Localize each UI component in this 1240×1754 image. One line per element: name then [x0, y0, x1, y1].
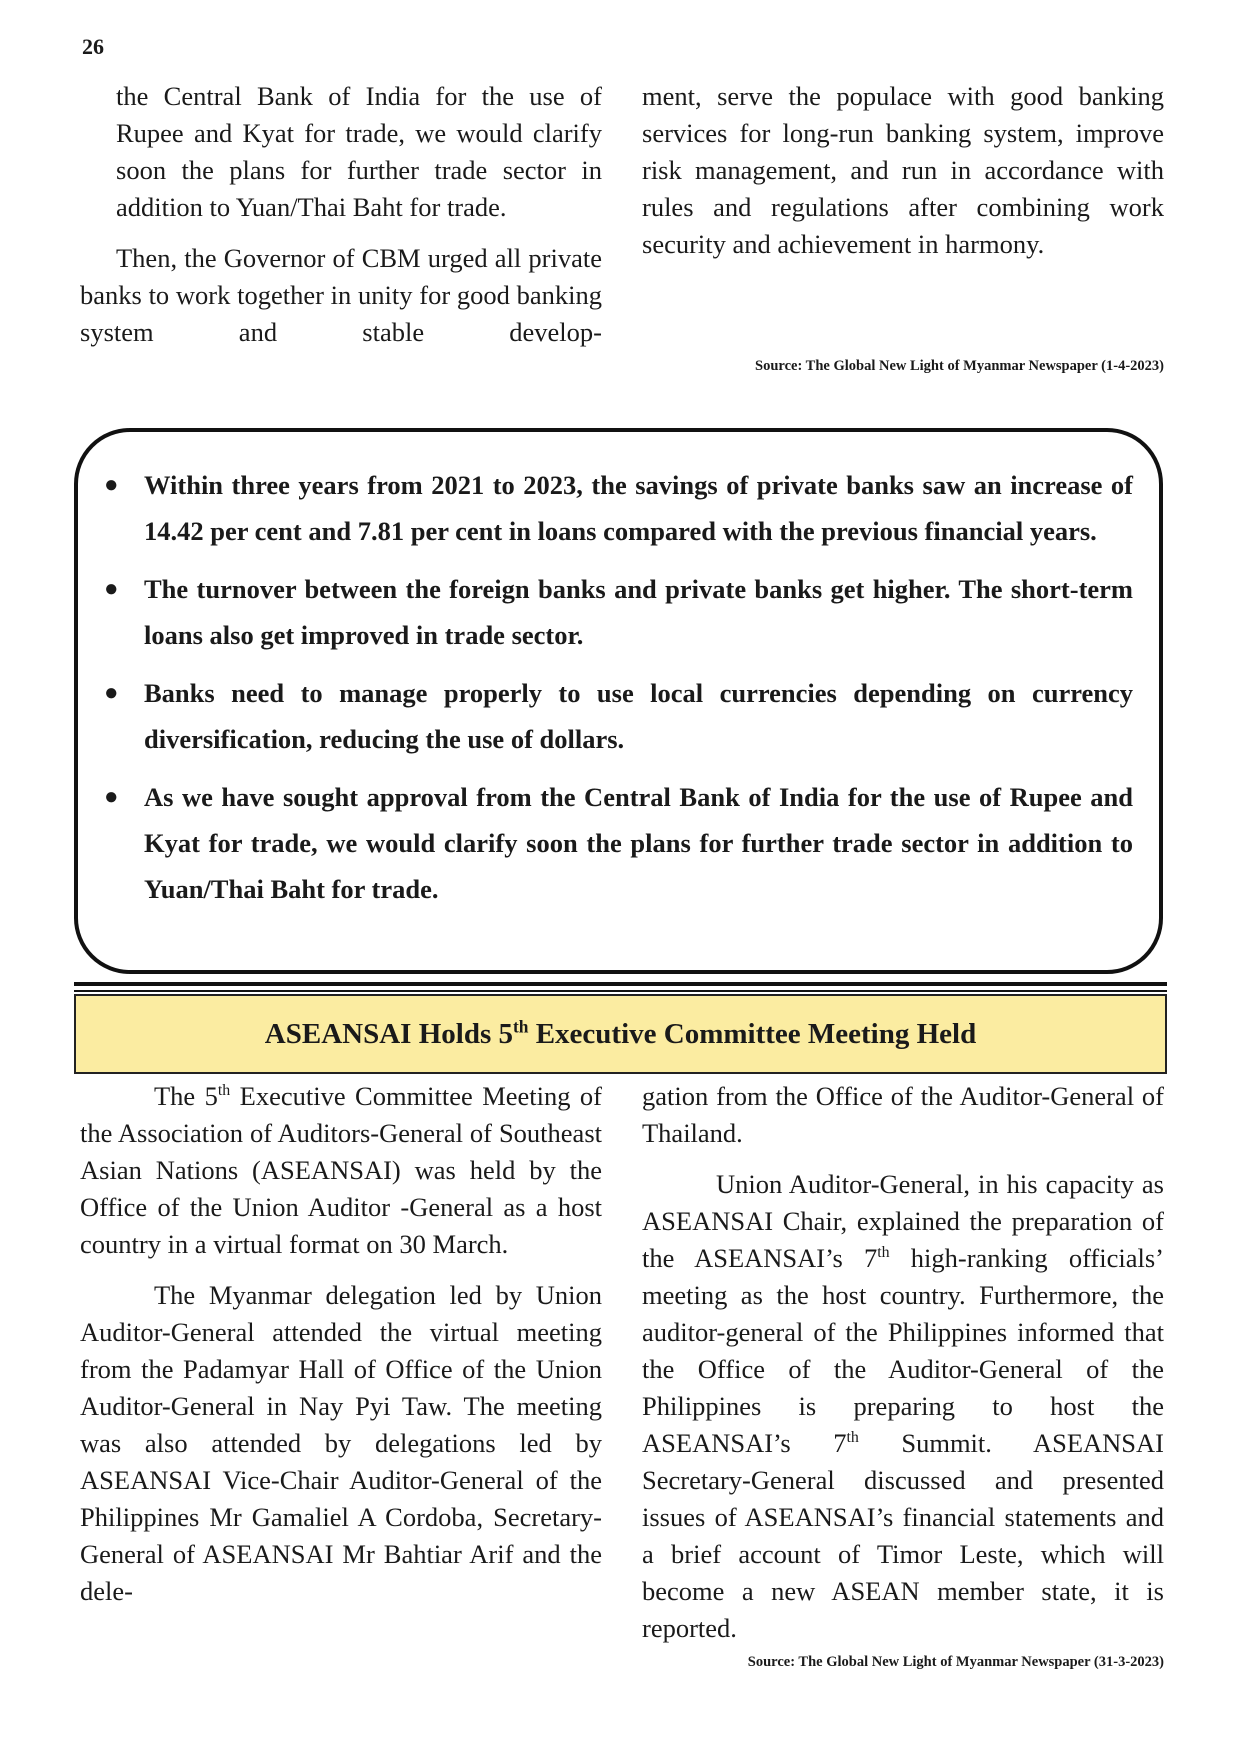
section-divider-thin	[74, 990, 1167, 992]
top-left-paragraph-1: the Central Bank of India for the use of Rupee and Kyat for trade, we would clarify soon the plans for further trade sector in addition to Yuan/Thai Baht for trade.	[116, 81, 602, 222]
article-left-column	[80, 1078, 602, 1610]
bullet-icon: ●	[104, 472, 119, 498]
article-title: ASEANSAI Holds 5th Executive Committee Meeting Held	[264, 1015, 977, 1050]
top-source-line: Source: The Global New Light of Myanmar Newspaper (1-4-2023)	[755, 358, 1164, 374]
top-right-paragraph-1: ment, serve the populace with good banking services for long-run banking system, improve risk management, and run in accordance with rules and regulations after combining work security and achievement in harmony.	[642, 81, 1164, 259]
highlight-text: The turnover between the foreign banks and private banks get higher. The short-term loans also get improved in trade sector.	[144, 574, 1133, 650]
top-left-paragraph-2: Then, the Governor of CBM urged all private banks to work together in unity for good banking system and stable develop-	[80, 243, 602, 347]
highlight-item	[104, 462, 1133, 554]
highlight-text: Banks need to manage properly to use local currencies depending on currency diversification, reducing the use of dollars.	[144, 678, 1133, 754]
highlights-box	[74, 428, 1163, 974]
highlight-item	[104, 566, 1133, 658]
highlight-item	[104, 774, 1133, 912]
page-number: 26	[82, 34, 104, 59]
article-right-paragraph-2: Union Auditor-General, in his capacity as ASEANSAI Chair, explained the preparation of the ASEANSAI’s 7th high-ranking officials’ meeting as the host country. Furthermore, the auditor-general of the Philippines informed that the Office of the Auditor-General of the Philippines is preparing to host the ASEANSAI’s 7th Summit. ASEANSAI Secretary-General discussed and presented issues of ASEANSAI’s financial statements and a brief account of Timor Leste, which will become a new ASEAN member state, it is reported.	[642, 1169, 1164, 1643]
article-title-banner	[74, 994, 1167, 1074]
article-right-column	[642, 1078, 1164, 1647]
highlights-list	[104, 462, 1133, 912]
bullet-icon: ●	[104, 680, 119, 706]
top-left-column	[80, 78, 602, 351]
section-divider-thick	[74, 982, 1167, 986]
top-right-column	[642, 78, 1164, 263]
article-source-line: Source: The Global New Light of Myanmar Newspaper (31-3-2023)	[747, 1654, 1164, 1670]
article-left-paragraph-1: The 5th Executive Committee Meeting of the Association of Auditors-General of Southeast Asian Nations (ASEANSAI) was held by the Office of the Union Auditor -General as a host country in a virtual format on 30 March.	[80, 1081, 602, 1259]
article-right-paragraph-1: gation from the Office of the Auditor-General of Thailand.	[642, 1081, 1164, 1148]
highlight-text: Within three years from 2021 to 2023, the savings of private banks saw an increase of 14.42 per cent and 7.81 per cent in loans compared with the previous financial years.	[144, 470, 1133, 546]
highlight-text: As we have sought approval from the Central Bank of India for the use of Rupee and Kyat for trade, we would clarify soon the plans for further trade sector in addition to Yuan/Thai Baht for trade.	[144, 782, 1133, 904]
highlight-item	[104, 670, 1133, 762]
bullet-icon: ●	[104, 576, 119, 602]
bullet-icon: ●	[104, 784, 119, 810]
article-left-paragraph-2: The Myanmar delegation led by Union Auditor-General attended the virtual meeting from the Padamyar Hall of Office of the Union Auditor-General in Nay Pyi Taw. The meeting was also attended by delegations led by ASEANSAI Vice-Chair Auditor-General of the Philippines Mr Gamaliel A Cordoba, Secretary-General of ASEANSAI Mr Bahtiar Arif and the dele-	[80, 1280, 602, 1606]
